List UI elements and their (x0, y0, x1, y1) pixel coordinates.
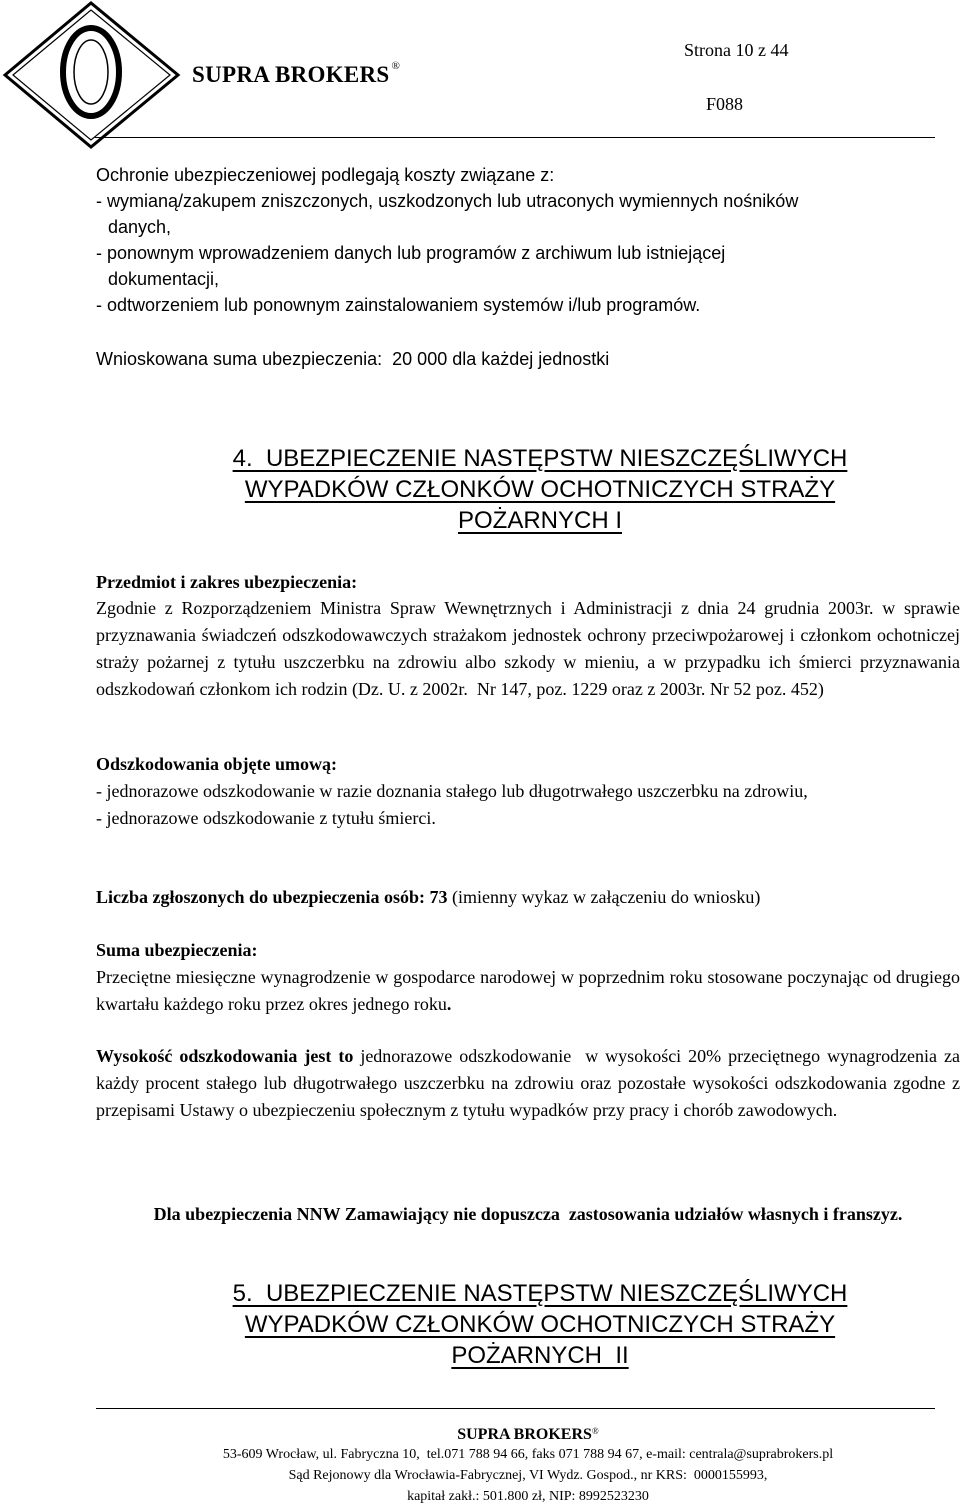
indemnity-block (96, 751, 960, 832)
brand-name: SUPRA BROKERS ® (192, 60, 401, 87)
section-5-title-line: 5. UBEZPIECZENIE NASTĘPSTW NIESZCZĘŚLIWYCH (232, 1280, 848, 1307)
footer-address: 53-609 Wrocław, ul. Fabryczna 10, tel.071 788 94 66, faks 071 788 94 67, e-mail: centrala@suprabrokers.pl (222, 1447, 834, 1462)
insured-count (96, 884, 960, 911)
page-number: Strona 10 z 44 (684, 40, 789, 60)
section-4-heading (110, 443, 970, 536)
registered-mark: ® (391, 60, 401, 72)
section-5-heading (110, 1278, 970, 1371)
footer-divider (96, 1408, 935, 1409)
indemnity-item: - jednorazowe odszkodowanie z tytułu śmierci. (96, 808, 436, 828)
indemnity-amount (96, 1043, 965, 1124)
no-excess-statement: Dla ubezpieczenia NNW Zamawiający nie dopuszcza zastosowania udziałów własnych i franszyz. (153, 1204, 903, 1224)
coverage-item: - ponownym wprowadzeniem danych lub programów z archiwum lub istniejącej (96, 243, 726, 263)
insured-count-label: Liczba zgłoszonych do ubezpieczenia osób: 73 (96, 887, 448, 907)
indemnity-label: Odszkodowania objęte umową: (96, 754, 338, 774)
coverage-item: - wymianą/zakupem zniszczonych, uszkodzonych lub utraconych wymiennych nośników (96, 191, 799, 211)
indemnity-amount-text: jednorazowe odszkodowanie w wysokości 20% przeciętnego wynagrodzenia za każdy procent stałego lub długotrwałego uszczerbku na zdrowiu oraz pozostałe wysokości odszkodowania zgodne z przepisami Ustawy o ubezpieczeniu społecznym z tytułu wypadków przy pracy i chorób zawodowych. (96, 1046, 965, 1120)
indemnity-item: - jednorazowe odszkodowanie w razie doznania stałego lub długotrwałego uszczerbku na zdrowiu, (96, 781, 808, 801)
section-4-title-line: WYPADKÓW CZŁONKÓW OCHOTNICZYCH STRAŻY (244, 476, 836, 503)
footer-capital-nip: kapitał zakł.: 501.800 zł, NIP: 8992523230 (407, 1489, 649, 1504)
coverage-item: danych, (108, 217, 172, 237)
form-code: F088 (706, 94, 744, 114)
footer-court-registration: Sąd Rejonowy dla Wrocławia-Fabrycznej, VI Wydz. Gospod., nr KRS: 0000155993, (288, 1468, 768, 1483)
footer-registered-mark: ® (591, 1426, 599, 1436)
supra-brokers-logo (0, 0, 185, 150)
scope-label: Przedmiot i zakres ubezpieczenia: (96, 572, 358, 592)
coverage-costs-block (96, 162, 936, 318)
section-5-title-line: POŻARNYCH II (451, 1342, 629, 1369)
sum-insured-label: Suma ubezpieczenia: (96, 940, 258, 960)
indemnity-amount-label: Wysokość odszkodowania jest to (96, 1046, 354, 1066)
header-divider (95, 137, 935, 138)
scope-text: Zgodnie z Rozporządzeniem Ministra Spraw Wewnętrznych i Administracji z dnia 24 grudnia 2003r. w sprawie przyznawania świadczeń odszkodowawczych strażakom jednostek ochrony przeciwpożarowej i członkom ochotniczej straży pożarnej z tytułu uszczerbku na zdrowiu albo szkody w mieniu, a w przypadku ich śmierci przyznawania odszkodowań członkom ich rodzin (Dz. U. z 2002r. Nr 147, poz. 1229 oraz z 2003r. Nr 52 poz. 452) (96, 598, 965, 699)
coverage-item: dokumentacji, (108, 269, 220, 289)
sum-insured-block (96, 937, 960, 1018)
sum-insured-text: Przeciętne miesięczne wynagrodzenie w gospodarce narodowej w poprzednim roku stosowane poczynając od drugiego kwartału każdego roku przez okres jednego roku. (96, 967, 960, 1014)
coverage-costs-title: Ochronie ubezpieczeniowej podlegają koszty związane z: (96, 165, 555, 185)
section-5-title-line: WYPADKÓW CZŁONKÓW OCHOTNICZYCH STRAŻY (244, 1311, 836, 1338)
section-4-title-line: POŻARNYCH I (457, 507, 622, 534)
requested-sum: Wnioskowana suma ubezpieczenia: 20 000 dla każdej jednostki (96, 349, 610, 369)
section-4-title-line: 4. UBEZPIECZENIE NASTĘPSTW NIESZCZĘŚLIWYCH (232, 445, 848, 472)
insured-count-note: (imienny wykaz w załączeniu do wniosku) (447, 887, 761, 907)
coverage-item: - odtworzeniem lub ponownym zainstalowaniem systemów i/lub programów. (96, 295, 701, 315)
footer-brand: SUPRA BROKERS® (457, 1426, 599, 1443)
